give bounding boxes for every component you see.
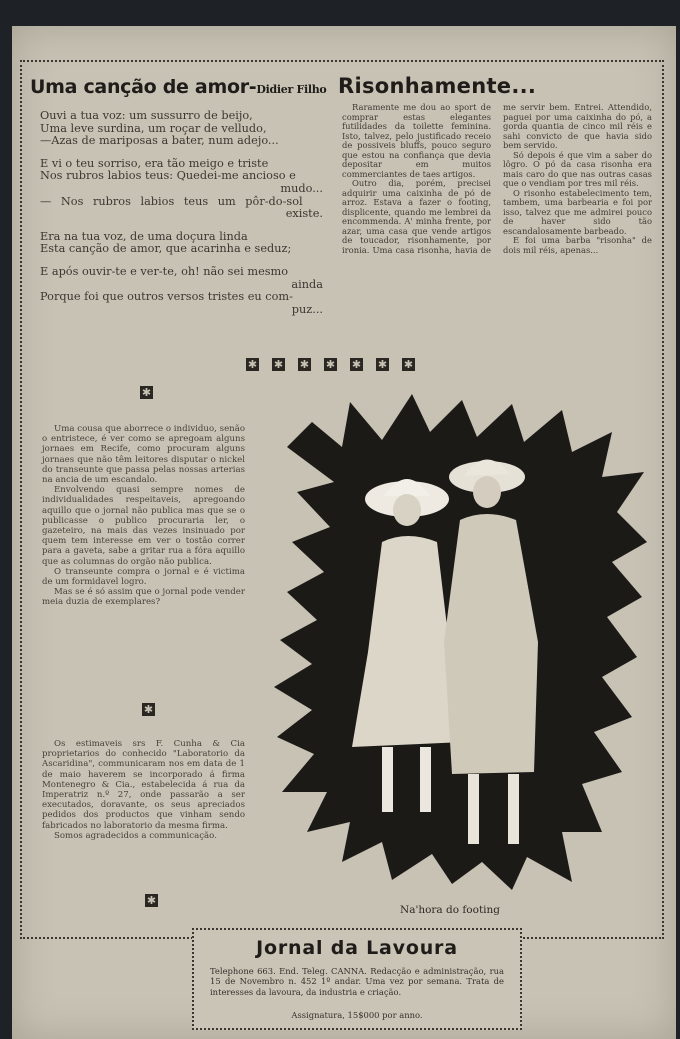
article-paragraph: E foi uma barba "risonha" de dois mil réis, apenas... xyxy=(503,235,652,255)
masthead-title: Jornal da Lavoura xyxy=(256,937,458,959)
poem-line: ainda xyxy=(291,277,323,291)
star-ornament-icon: ✱ xyxy=(141,386,152,399)
risonhamente-title: Risonhamente... xyxy=(338,74,537,98)
poem-line: Uma leve surdina, um roçar de velludo, xyxy=(40,121,267,135)
masthead-info: Telephone 663. End. Teleg. CANNA. Redacção e administração, rua 15 de Novembro n. 452 1º andar. Uma vez por semana. Trata de interesses da lavoura, da industria e criação. xyxy=(210,966,504,997)
article-paragraph: Só depois é que vim a saber do lôgro. O pó da casa risonha era mais caro do que nas outras casas que o vendiam por tres mil réis. xyxy=(503,149,652,188)
face xyxy=(473,476,501,508)
leg xyxy=(382,747,393,812)
poem-body xyxy=(40,110,323,316)
ornament-divider xyxy=(246,358,415,371)
article-paragraph: O risonho estabelecimento tem, tambem, uma barbearia e foi por isso, talvez que me admirei pouco de haver sido tão escandalosamente barbeado. xyxy=(503,187,652,236)
article-paragraph: Os estimaveis srs F. Cunha & Cia proprietarios do conhecido "Laboratorio da Ascaridina", communicaram nos em data de 1 de maio haverem se incorporado á firma Montenegro & Cia., estabelecida á rua da Imperatriz n.º 27, onde passarão a ser executados, doravante, os seus apreciados pedidos dos productos que vinham sendo fabricados no laboratorio da mesma firma. xyxy=(42,739,245,831)
article-paragraph: Mas se é só assim que o jornal pode vender meia duzia de exemplares? xyxy=(42,587,245,608)
poem-author: Didier Filho xyxy=(256,83,327,96)
poem-line: existe. xyxy=(285,207,323,221)
star-ornament-icon: ✱ xyxy=(325,358,336,371)
article-paragraph: Raramente me dou ao sport de comprar estas elegantes futilidades da toilette feminina. Isto, talvez, pelo justificado receio de possiveis bluffs, pouco seguro que estou na confiança que devia depositar em muitos commerciantes de taes artigos. xyxy=(342,103,491,179)
leg xyxy=(468,774,479,844)
leg xyxy=(420,747,431,812)
poem-title: Uma canção de amor-Didier Filho xyxy=(30,76,327,98)
star-ornament-icon: ✱ xyxy=(403,358,414,371)
poem-line: Ouvi a tua voz: um sussurro de beijo, xyxy=(40,109,253,122)
article-jornaes xyxy=(42,424,245,608)
article-paragraph: O transeunte compra o jornal e é victima de um formidavel logro. xyxy=(42,566,245,588)
star-ornament-icon: ✱ xyxy=(143,703,154,716)
poem-line: E após ouvir-te e ver-te, oh! não sei mesmo xyxy=(40,264,289,278)
star-ornament-icon: ✱ xyxy=(299,358,310,371)
article-paragraph: Outro dia, porém, precisei adquirir uma caixinha de pó de arroz. Estava a fazer o footing, displicente, quando me lembrei da encommenda. A' minha frente, por azar, uma casa que vende artigos de toucador, risonhamente, por ironia. Uma casa risonha, havia de me servir bem. Entrei. Attendido, paguei por uma caixinha do pó, a gorda quantia de cinco mil réis e sahi convicto de que havia sido bem servido. xyxy=(342,103,652,255)
star-ornament-icon: ✱ xyxy=(247,358,258,371)
star-ornament-icon: ✱ xyxy=(351,358,362,371)
masthead-box xyxy=(192,928,522,1030)
article-paragraph: Envolvendo quasi sempre nomes de individualidades respeitaveis, apregoando aquillo que o jornal não publica mas que se o publicasse o publico procuraria ler, o gazeteiro, na mais das vezes insinuado por quem tem interesse em ver o tostão correr para a gaveta, sabe a gritar rua a fóra aquillo que as columnas do orgão não publica. xyxy=(42,485,245,567)
photo-caption: Na'hora do footing xyxy=(400,904,501,916)
poem-line: Nos rubros labios teus: Quedei-me ancioso e xyxy=(40,169,296,183)
poem-line: — Nos rubros labios teus um pôr-do-sol xyxy=(40,194,303,208)
article-paragraph: Uma cousa que aborrece o individuo, senão o entristece, é ver como se apregoam alguns jornaes em Recife, como procuram alguns jornaes que não têm leitores disputar o nickel do transeunte que passa pelas nossas arterias na ancia de um escandalo. xyxy=(42,424,245,486)
poem-line: —Azas de mariposas a bater, num adejo... xyxy=(40,134,279,148)
poem-line: Esta canção de amor, que acarinha e seduz; xyxy=(40,242,292,256)
star-ornament-icon: ✱ xyxy=(146,894,157,907)
article-laboratorio xyxy=(42,739,245,841)
risonhamente-article xyxy=(342,103,652,341)
poem-line: puz... xyxy=(291,302,323,316)
star-ornament-icon: ✱ xyxy=(377,358,388,371)
poem-line: Era na tua voz, de uma doçura linda xyxy=(40,229,248,243)
star-ornament-icon: ✱ xyxy=(273,358,284,371)
face xyxy=(393,494,421,526)
footing-photo xyxy=(272,392,650,892)
poem-line: E vi o teu sorriso, era tão meigo e triste xyxy=(40,156,269,170)
article-paragraph: Somos agradecidos a communicação. xyxy=(54,830,217,841)
poem-line: Porque foi que outros versos tristes eu com- xyxy=(40,290,293,304)
subscription-price: Assignatura, 15$000 por anno. xyxy=(291,1010,423,1020)
leg xyxy=(508,774,519,844)
poem-line: mudo... xyxy=(280,181,323,195)
